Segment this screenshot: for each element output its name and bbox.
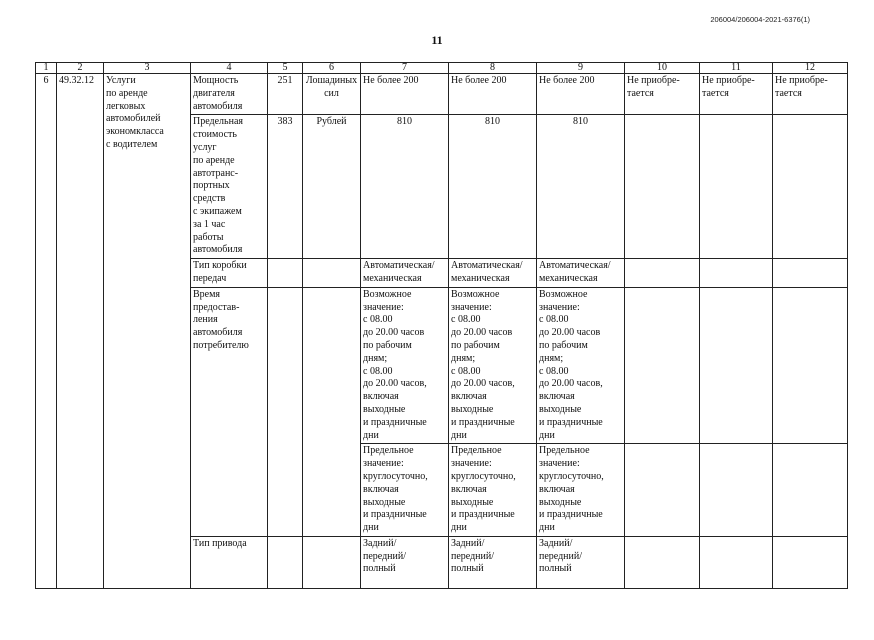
column-number: 7: [361, 63, 449, 74]
column-number: 4: [191, 63, 268, 74]
value-cell: Предельное значение: круглосуточно, включая выходные и праздничные дни: [537, 444, 625, 537]
value-cell: [700, 444, 773, 537]
characteristic-cell: Мощность двигателя автомобиля: [191, 74, 268, 115]
value-cell: Автоматическая/ механическая: [449, 259, 537, 288]
value-cell: Возможное значение: с 08.00 до 20.00 часов по рабочим дням; с 08.00 до 20.00 часов, включая выходные и праздничные дни: [449, 287, 537, 444]
column-number: 11: [700, 63, 773, 74]
unit-name-cell: [303, 536, 361, 588]
service-name-cell: Услуги по аренде легковых автомобилей экономкласса с водителем: [104, 74, 191, 589]
value-cell: [625, 287, 700, 444]
value-cell: [625, 536, 700, 588]
value-cell: 810: [537, 115, 625, 259]
characteristic-cell: Предельная стоимость услуг по аренде автотранс- портных средств с экипажем за 1 час работы автомобиля: [191, 115, 268, 259]
value-cell: [773, 287, 848, 444]
value-cell: Предельное значение: круглосуточно, включая выходные и праздничные дни: [449, 444, 537, 537]
requirements-table: [35, 62, 848, 589]
table-row: [36, 74, 848, 115]
value-cell: Не приобре- тается: [773, 74, 848, 115]
unit-code-cell: [268, 259, 303, 288]
value-cell: [625, 115, 700, 259]
unit-code-cell: 383: [268, 115, 303, 259]
value-cell: [700, 287, 773, 444]
value-cell: 810: [449, 115, 537, 259]
value-cell: Автоматическая/ механическая: [361, 259, 449, 288]
unit-code-cell: 251: [268, 74, 303, 115]
value-cell: Не более 200: [361, 74, 449, 115]
page-number: 11: [431, 33, 443, 47]
value-cell: Автоматическая/ механическая: [537, 259, 625, 288]
unit-name-cell: Рублей: [303, 115, 361, 259]
value-cell: [700, 115, 773, 259]
unit-name-cell: [303, 259, 361, 288]
unit-code-cell: [268, 287, 303, 536]
column-number: 5: [268, 63, 303, 74]
value-cell: Возможное значение: с 08.00 до 20.00 часов по рабочим дням; с 08.00 до 20.00 часов, включая выходные и праздничные дни: [361, 287, 449, 444]
characteristic-cell: Тип коробки передач: [191, 259, 268, 288]
row-number-cell: 6: [36, 74, 57, 589]
value-cell: [625, 444, 700, 537]
column-number: 10: [625, 63, 700, 74]
unit-code-cell: [268, 536, 303, 588]
value-cell: 810: [361, 115, 449, 259]
column-number: 12: [773, 63, 848, 74]
unit-name-cell: Лошадиных сил: [303, 74, 361, 115]
value-cell: [625, 259, 700, 288]
column-number: 8: [449, 63, 537, 74]
value-cell: [700, 259, 773, 288]
column-number: 6: [303, 63, 361, 74]
value-cell: [773, 259, 848, 288]
unit-name-cell: [303, 287, 361, 536]
value-cell: [773, 444, 848, 537]
column-number-row: [36, 63, 848, 74]
value-cell: Не более 200: [537, 74, 625, 115]
value-cell: Не более 200: [449, 74, 537, 115]
value-cell: Задний/ передний/ полный: [361, 536, 449, 588]
value-cell: [773, 115, 848, 259]
characteristic-cell: Тип привода: [191, 536, 268, 588]
characteristic-cell: Время предостав- ления автомобиля потребителю: [191, 287, 268, 536]
value-cell: Предельное значение: круглосуточно, включая выходные и праздничные дни: [361, 444, 449, 537]
okpd2-code-cell: 49.32.12: [57, 74, 104, 589]
value-cell: Не приобре- тается: [700, 74, 773, 115]
column-number: 9: [537, 63, 625, 74]
value-cell: [700, 536, 773, 588]
column-number: 3: [104, 63, 191, 74]
value-cell: [773, 536, 848, 588]
column-number: 1: [36, 63, 57, 74]
value-cell: Задний/ передний/ полный: [449, 536, 537, 588]
value-cell: Возможное значение: с 08.00 до 20.00 часов по рабочим дням; с 08.00 до 20.00 часов, включая выходные и праздничные дни: [537, 287, 625, 444]
value-cell: Задний/ передний/ полный: [537, 536, 625, 588]
document-id: 206004/206004-2021-6376(1): [710, 15, 810, 24]
value-cell: Не приобре- тается: [625, 74, 700, 115]
column-number: 2: [57, 63, 104, 74]
